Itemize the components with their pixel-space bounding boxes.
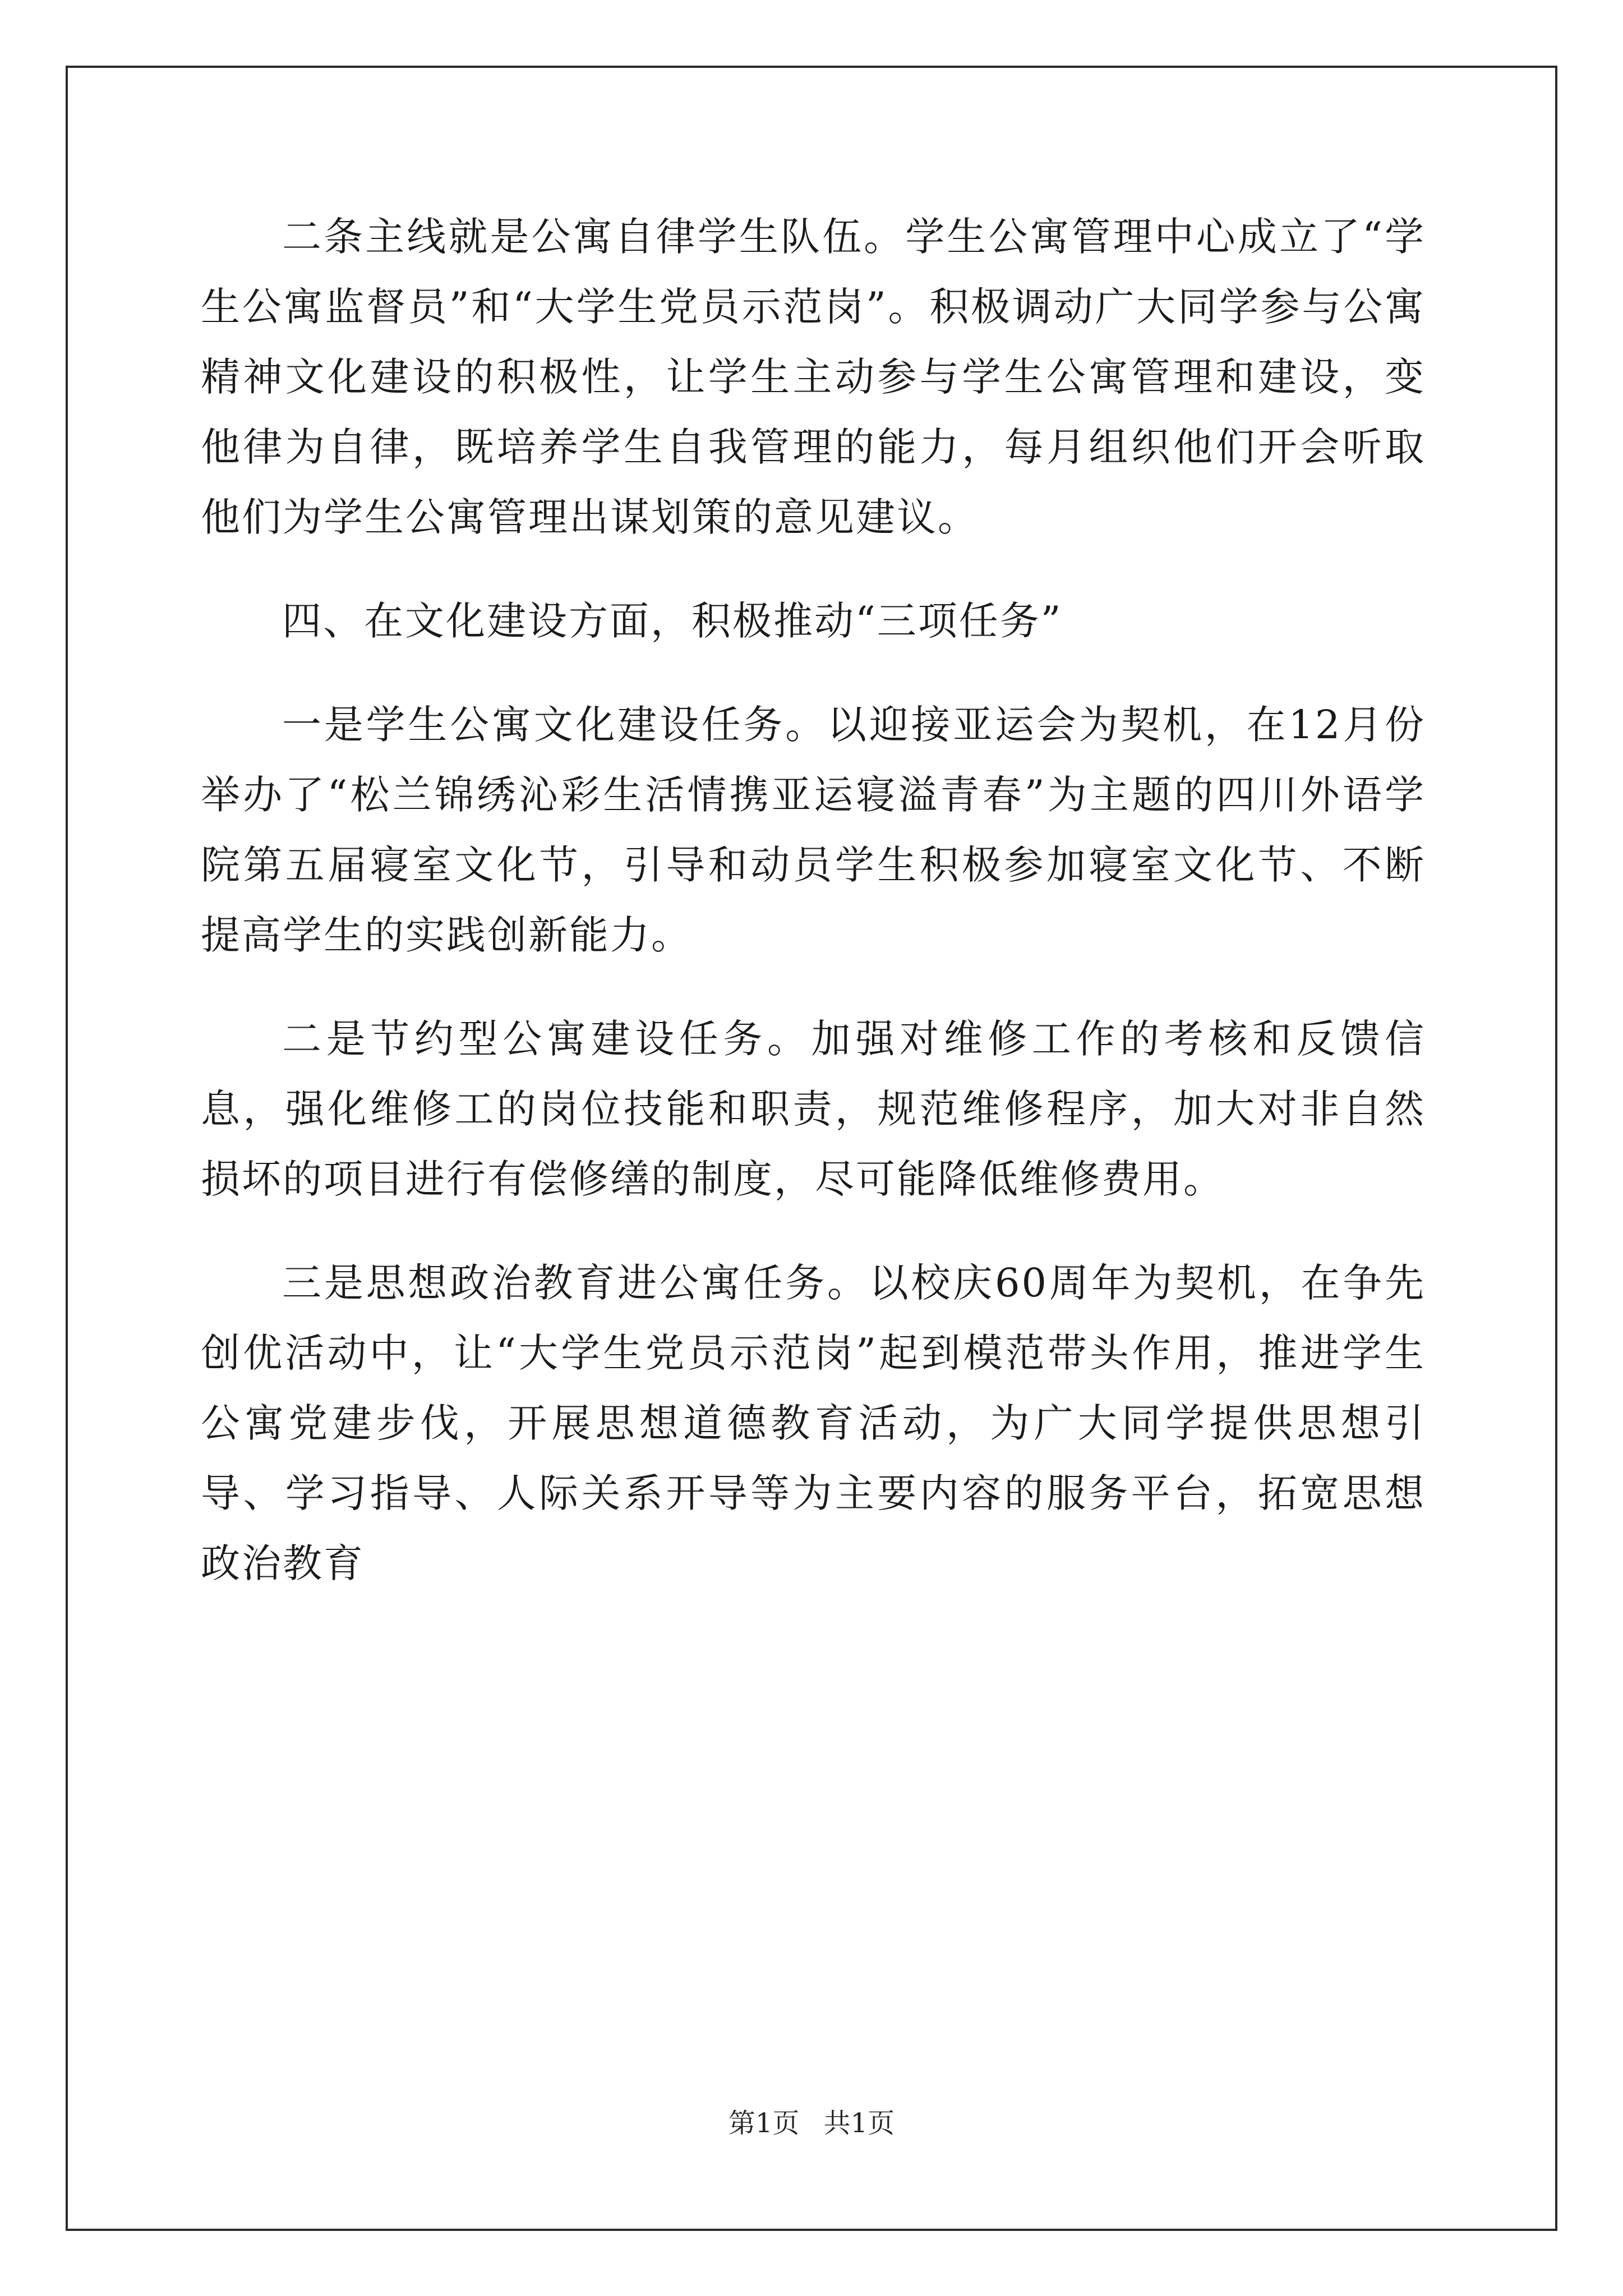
document-body — [201, 202, 1426, 1632]
page-number: 第1页 — [728, 2108, 800, 2139]
page-footer — [0, 2106, 1623, 2140]
paragraph-education-task: 三是思想政治教育进公寓任务。以校庆60周年为契机，在争先创优活动中，让“大学生党员示范岗”起到模范带头作用，推进学生公寓党建步伐，开展思想道德教育活动，为广大同学提供思想引导、学习指导、人际关系开导等为主要内容的服务平台，拓宽思想政治教育 — [201, 1260, 1426, 1586]
paragraph-saving-task: 二是节约型公寓建设任务。加强对维修工作的考核和反馈信息，强化维修工的岗位技能和职责，规范维修程序，加大对非自然损坏的项目进行有偿修缮的制度，尽可能降低维修费用。 — [201, 1016, 1426, 1202]
section-heading-culture: 四、在文化建设方面，积极推动“三项任务” — [282, 598, 1063, 644]
paragraph-culture-task: 一是学生公寓文化建设任务。以迎接亚运会为契机，在12月份举办了“松兰锦绣沁彩生活情携亚运寝溢青春”为主题的四川外语学院第五届寝室文化节，引导和动员学生积极参加寝室文化节、不断提高学生的实践创新能力。 — [201, 702, 1426, 958]
paragraph-student-team: 二条主线就是公寓自律学生队伍。学生公寓管理中心成立了“学生公寓监督员”和“大学生党员示范岗”。积极调动广大同学参与公寓精神文化建设的积极性，让学生主动参与学生公寓管理和建设，变他律为自律，既培养学生自我管理的能力，每月组织他们开会听取他们为学生公寓管理出谋划策的意见建议。 — [201, 214, 1426, 540]
page-total: 共1页 — [823, 2108, 895, 2139]
